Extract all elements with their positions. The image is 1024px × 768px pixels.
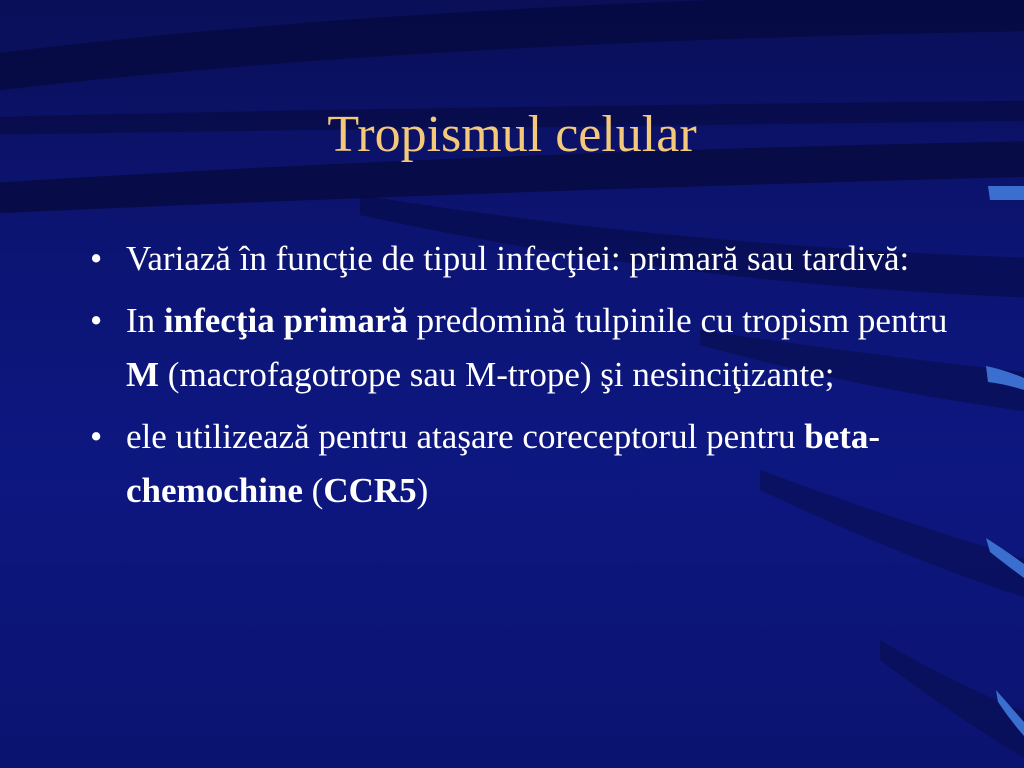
bullet-bold-text: M: [126, 355, 160, 394]
bullet-text: Variază în funcţie de tipul infecţiei: primară sau tardivă:: [126, 239, 910, 278]
bullet-bold-text: CCR5: [323, 471, 417, 510]
bullet-bold-text: infecţia primară: [163, 301, 408, 340]
bullet-item: [90, 294, 950, 402]
dark-stripe: [0, 0, 1024, 95]
slide-title: Tropismul celular: [327, 106, 697, 163]
bullet-marker: •: [90, 239, 103, 278]
bullet-item: [90, 232, 950, 286]
bullet-marker: •: [90, 301, 103, 340]
bullet-text: ele utilizează pentru ataşare coreceptorul pentru: [126, 417, 805, 456]
bullet-item: [90, 410, 950, 518]
bullet-text: predomină tulpinile cu tropism pentru: [407, 301, 948, 340]
bullet-marker: •: [90, 417, 103, 456]
bullet-text: (: [302, 471, 324, 510]
bullet-bold-text: beta-chemochine: [126, 417, 881, 510]
bullet-text: In: [126, 301, 164, 340]
bullet-text: ): [416, 471, 429, 510]
accent-stripe: [988, 186, 1024, 200]
bullet-list: [90, 232, 950, 526]
bullet-text: (macrofagotrope sau M-trope) şi nesinciţizante;: [159, 355, 835, 394]
